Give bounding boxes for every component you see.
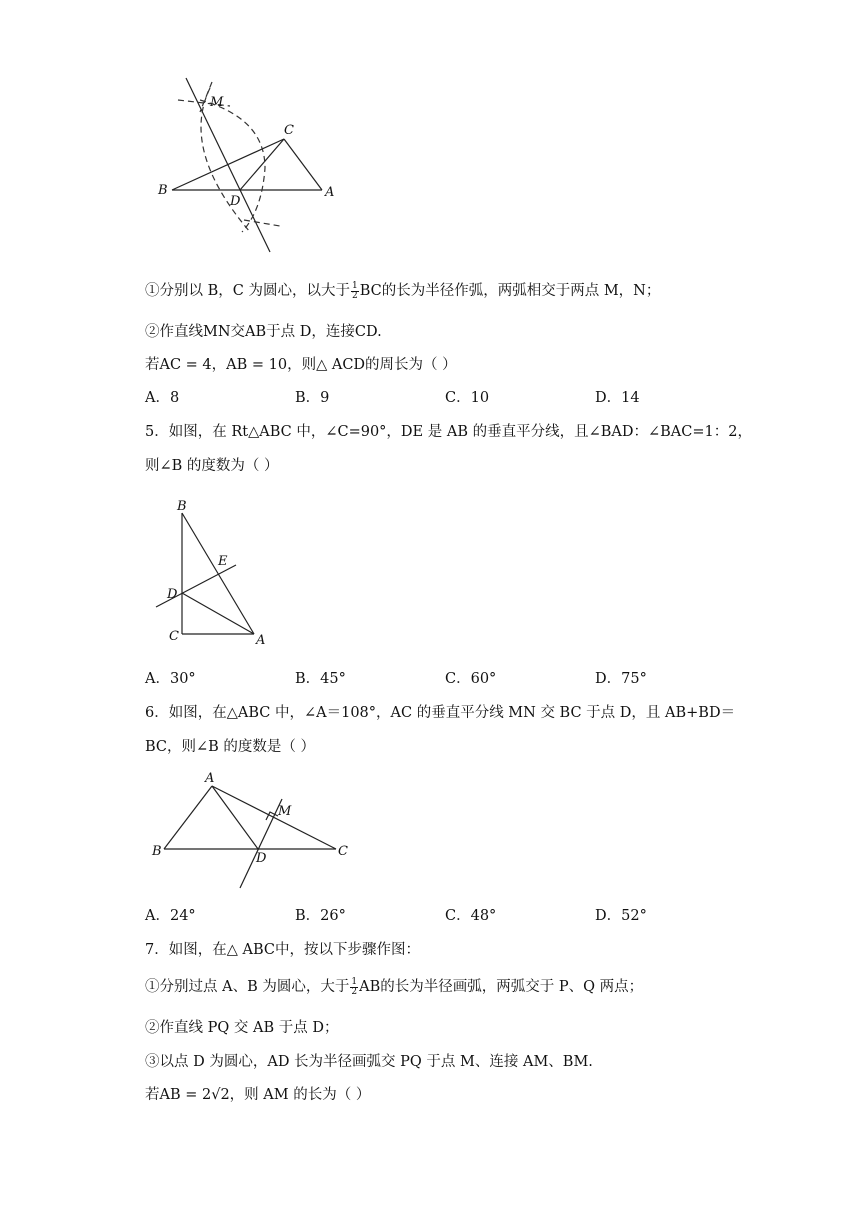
q4-step2: ②作直线MN交AB于点 D，连接CD. (145, 324, 382, 340)
q4-fraction: $\frac{1}{2}$ (351, 280, 358, 301)
segment-ba (182, 513, 254, 634)
segment-ac (212, 786, 336, 849)
q4-option-d: D．14 (595, 390, 640, 406)
q4-option-b: B．9 (295, 390, 330, 406)
arc-tick-bottom (244, 220, 280, 226)
label-b: B (152, 844, 162, 859)
q5-line1: 5．如图，在 Rt△ABC 中，∠C=90°，DE 是 AB 的垂直平分线，且∠BAD：∠BAC=1：2， (145, 424, 752, 440)
label-m: M (210, 95, 224, 110)
segment-da (182, 593, 254, 634)
segment-ad (212, 786, 258, 849)
q6-line1: 6．如图，在△ABC 中，∠A＝108°，AC 的垂直平分线 MN 交 BC 于点 D，且 AB+BD＝ (145, 705, 736, 721)
q5-option-c: C．60° (445, 671, 497, 687)
label-e: E (218, 554, 228, 569)
segment-ab (164, 786, 212, 849)
label-b: B (177, 499, 187, 514)
q7-given: 若AB = 2√2，则 AM 的长为（ ） (145, 1087, 371, 1103)
label-c: C (284, 123, 294, 138)
label-a: A (205, 771, 215, 786)
q4-option-a: A．8 (145, 390, 180, 406)
q6-line2: BC，则∠B 的度数是（ ） (145, 739, 316, 755)
label-b: B (158, 183, 168, 198)
line-mn (240, 799, 282, 888)
label-c: C (338, 844, 348, 859)
q7-step1: ①分别过点 A、B 为圆心，大于 $\frac{1}{2}$ AB的长为半径画弧，两弧交于 P、Q 两点； (145, 976, 644, 997)
q7-line1: 7．如图，在△ ABC中，按以下步骤作图： (145, 942, 420, 958)
label-d: D (256, 851, 267, 866)
segment-ca (284, 139, 322, 190)
label-a: A (256, 633, 266, 648)
q4-figure (150, 70, 350, 260)
arc-from-c (200, 100, 265, 232)
label-d: D (167, 587, 178, 602)
segment-bc (172, 139, 284, 190)
q5-line2: 则∠B 的度数为（ ） (145, 458, 279, 474)
q6-option-c: C．48° (445, 908, 497, 924)
q5-option-a: A．30° (145, 671, 196, 687)
label-c: C (169, 629, 179, 644)
q5-option-b: B．45° (295, 671, 346, 687)
q6-option-a: A．24° (145, 908, 196, 924)
q7-step3: ③以点 D 为圆心，AD 长为半径画弧交 PQ 于点 M、连接 AM、BM. (145, 1054, 593, 1070)
q4-step1: ①分别以 B，C 为圆心，以大于 $\frac{1}{2}$ BC的长为半径作弧，两弧相交于两点 M，N； (145, 280, 661, 301)
label-m: M (278, 804, 292, 819)
q7-step2: ②作直线 PQ 交 AB 于点 D； (145, 1020, 339, 1036)
label-a: A (325, 185, 335, 200)
q6-option-b: B．26° (295, 908, 346, 924)
q4-option-c: C．10 (445, 390, 490, 406)
q4-given: 若AC = 4，AB = 10，则△ ACD的周长为（ ） (145, 357, 457, 373)
q7-fraction: $\frac{1}{2}$ (351, 976, 358, 997)
q6-option-d: D．52° (595, 908, 647, 924)
q5-option-d: D．75° (595, 671, 647, 687)
q6-figure (148, 768, 358, 893)
label-d: D (230, 194, 241, 209)
q5-figure (150, 495, 270, 655)
